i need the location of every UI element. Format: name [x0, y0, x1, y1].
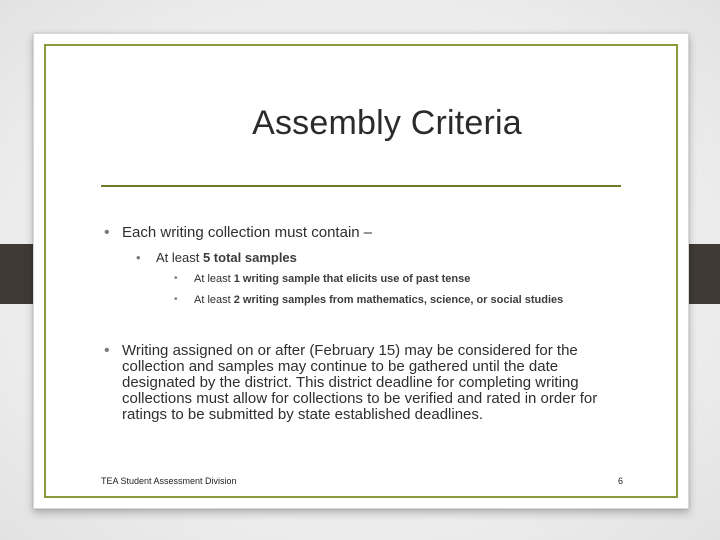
sub-sub-bullet-prefix: At least: [194, 294, 234, 306]
sub-bullet-prefix: At least: [156, 250, 203, 265]
bullet-dot-icon: •: [174, 273, 178, 284]
sub-sub-bullet-emphasis: 1 writing sample that elicits use of past tense: [233, 273, 471, 285]
bullet-text: Writing assigned on or after (February 15) may be considered for the collection and samples may continue to be gathered until the date designated by the district. This district deadline for completing writing collections must allow for collections to be verified and rated in order for ratings to be submitted by state established deadlines.: [122, 342, 598, 423]
sub-sub-bullet-emphasis: 2 writing samples from mathematics, science, or social studies: [233, 294, 564, 306]
bullet-item: [104, 224, 372, 241]
sub-bullet-emphasis: 5 total samples: [202, 250, 297, 265]
sub-bullet-item: [136, 250, 297, 265]
sub-sub-bullet-text: [174, 294, 563, 306]
sub-sub-bullet-item: [174, 273, 470, 285]
bullet-item: [104, 343, 624, 423]
sub-sub-bullet-prefix: At least: [194, 273, 234, 285]
page-number: 6: [617, 476, 623, 486]
bullet-text: Each writing collection must contain –: [122, 224, 373, 241]
title-divider: [101, 185, 621, 187]
slide-title: Assembly Criteria: [252, 104, 522, 142]
sub-bullet-text: [136, 250, 297, 265]
bullet-dot-icon: •: [104, 342, 110, 359]
bullet-dot-icon: •: [174, 294, 178, 305]
bullet-dot-icon: •: [136, 250, 141, 265]
slide-card: [33, 33, 689, 509]
sub-sub-bullet-text: [174, 273, 470, 285]
sub-sub-bullet-item: [174, 294, 563, 306]
slide-footer: TEA Student Assessment Division: [101, 476, 237, 486]
bullet-dot-icon: •: [104, 224, 110, 241]
